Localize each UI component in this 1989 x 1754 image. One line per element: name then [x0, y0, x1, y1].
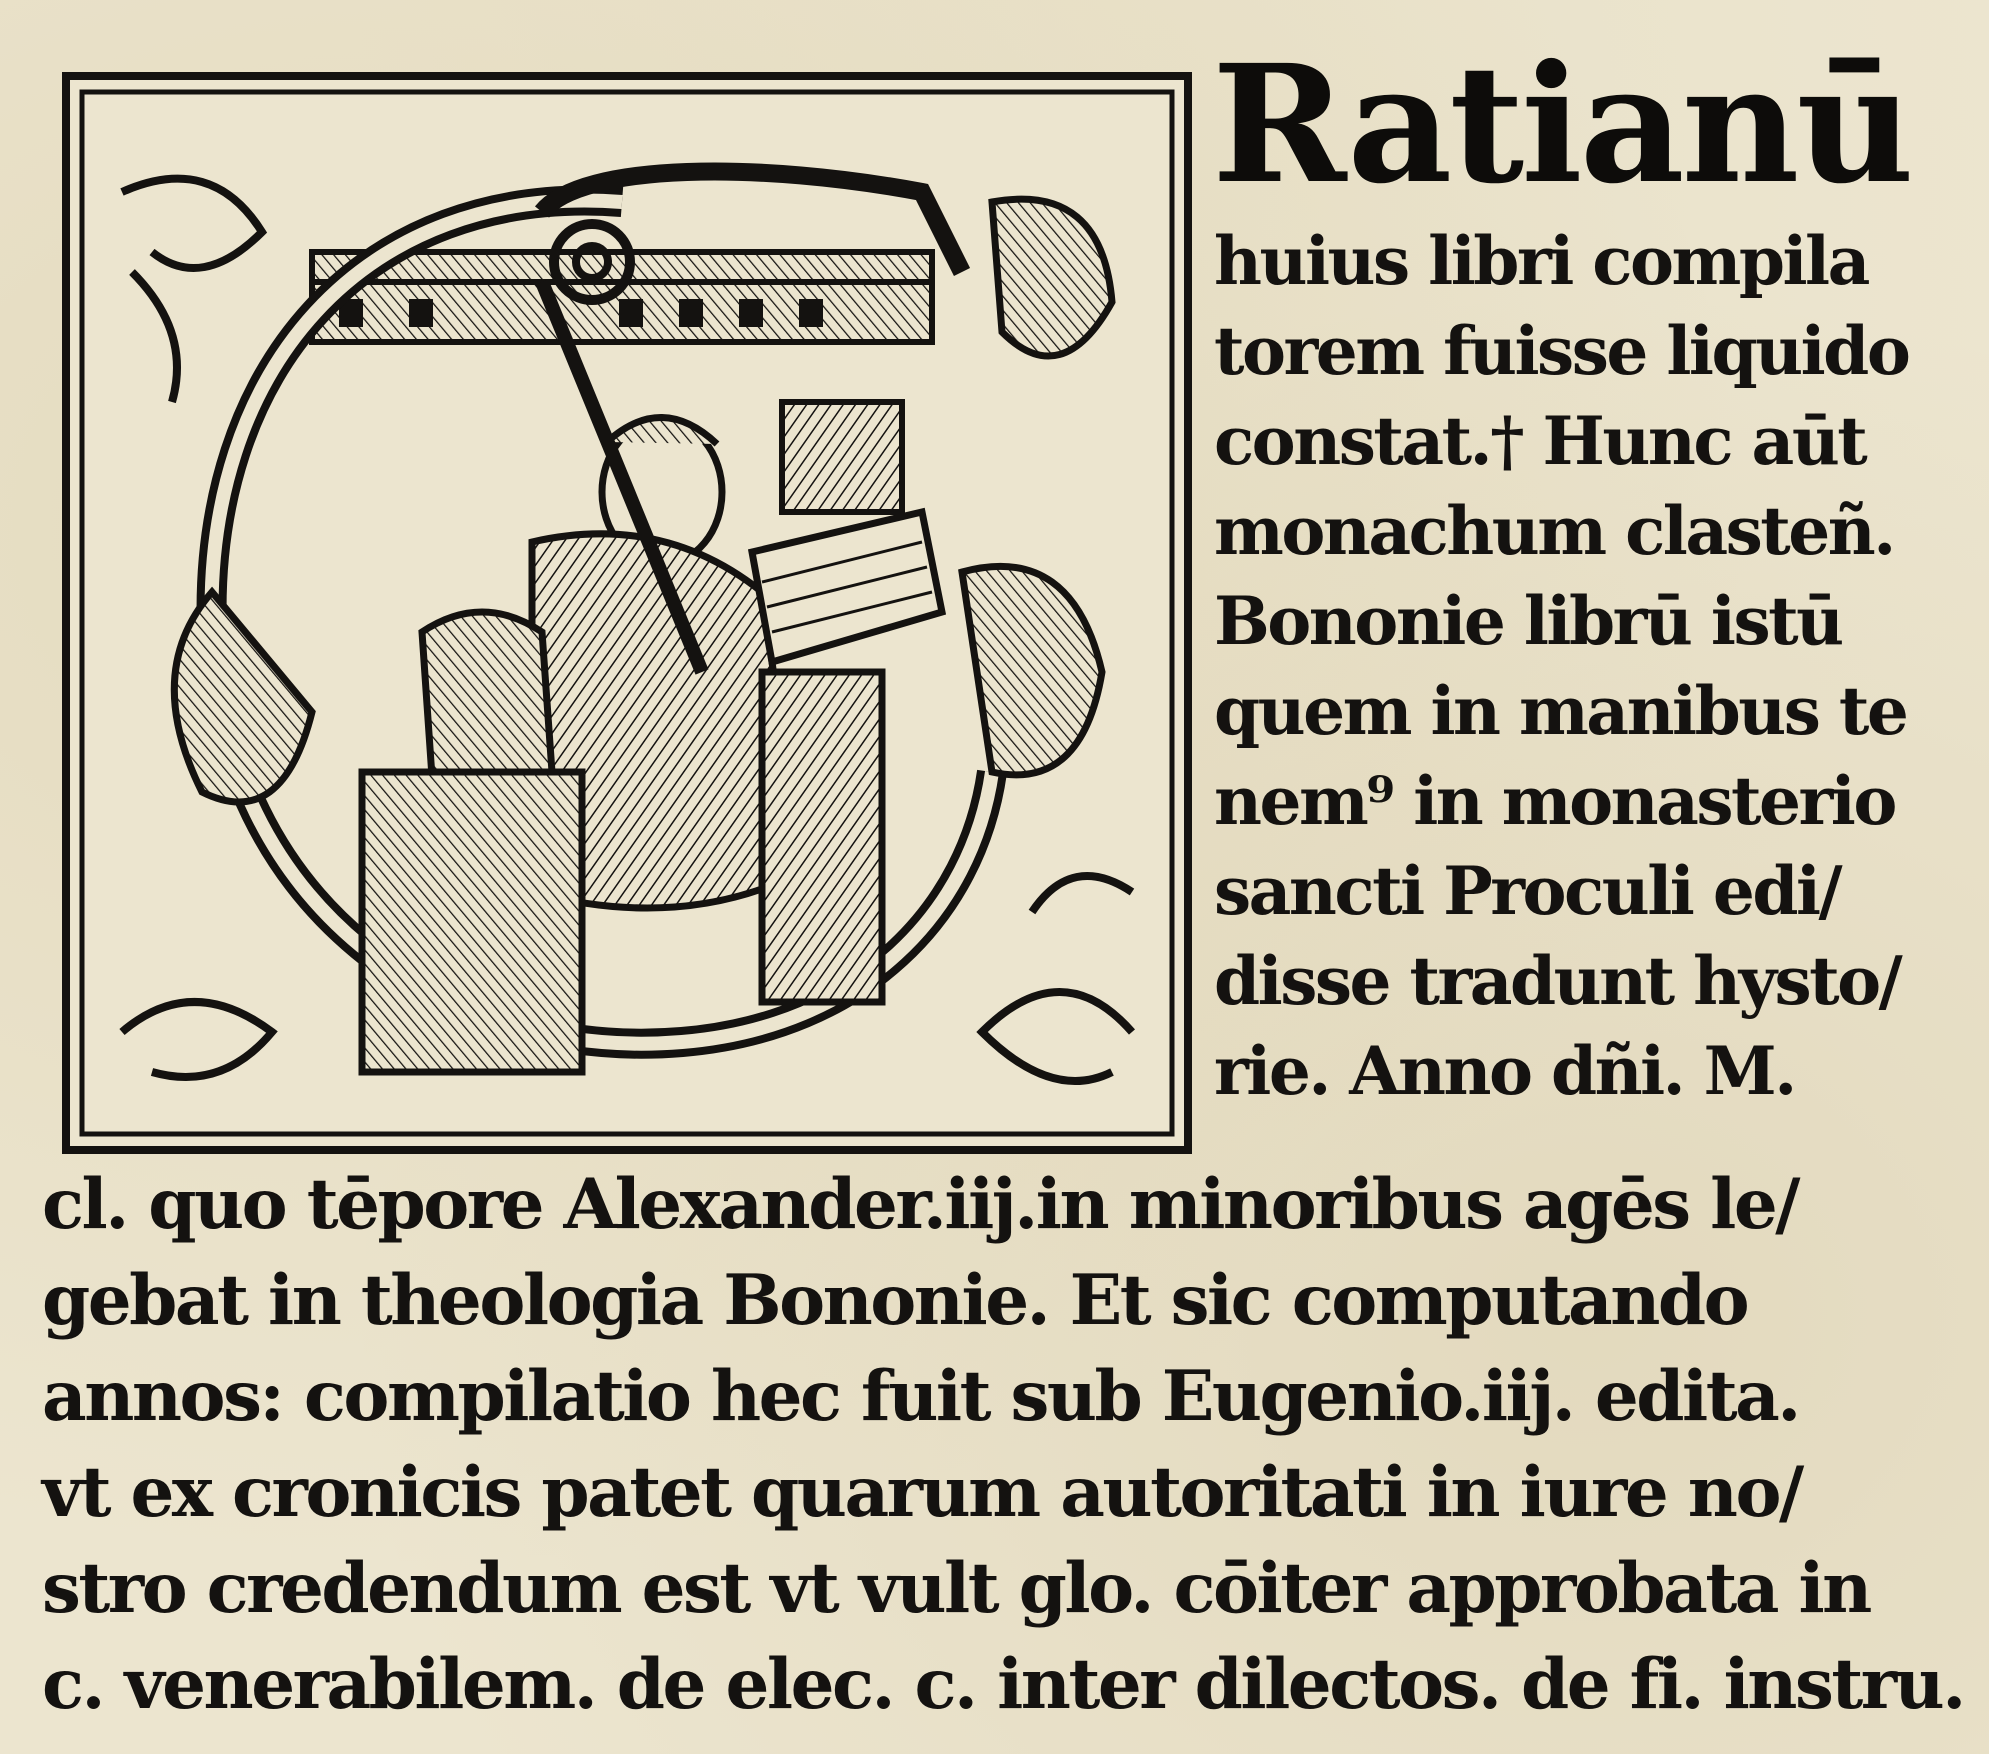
text-line: sancti Proculi edi/ [1214, 852, 1841, 930]
text-line: vt ex cronicis patet quarum autoritati in iure no/ [42, 1452, 1802, 1533]
heading-title: Ratianū [1212, 30, 1912, 220]
text-line: stro credendum est vt vult glo. cōiter approbata in [42, 1548, 1870, 1629]
text-line: monachum clasteñ. [1214, 492, 1894, 570]
text-line: nem⁹ in monasterio [1214, 762, 1895, 840]
woodcut-initial-image [62, 72, 1192, 1154]
text-line: quem in manibus te [1214, 672, 1907, 750]
text-line: cl. quo tēpore Alexander.iij.in minoribus agēs le/ [42, 1164, 1798, 1245]
text-line: Bononie librū istū [1214, 582, 1842, 660]
text-line: torem fuisse liquido [1214, 312, 1909, 390]
text-line: disse tradunt hysto/ [1214, 942, 1901, 1020]
text-line: c. venerabilem. de elec. c. inter dilectos. de fi. instru. [42, 1644, 1964, 1725]
text-line: annos: compilatio hec fuit sub Eugenio.iij. edita. [42, 1356, 1799, 1437]
woodcut-illustration [62, 72, 1192, 1154]
text-line: gebat in theologia Bononie. Et sic computando [42, 1260, 1748, 1341]
text-line: constat.† Hunc aūt [1214, 402, 1866, 480]
text-line: rie. Anno dñi. M. [1214, 1032, 1795, 1110]
text-line: huius libri compila [1214, 222, 1868, 300]
